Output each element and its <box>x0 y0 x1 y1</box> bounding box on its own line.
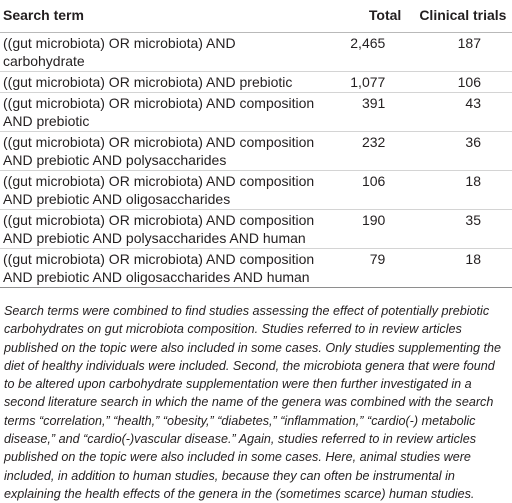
total-cell: 1,077 <box>327 72 409 93</box>
total-cell: 232 <box>327 132 409 171</box>
header-search-term: Search term <box>0 4 327 33</box>
search-term-cell: ((gut microbiota) OR microbiota) AND composition AND prebiotic <box>0 93 327 132</box>
total-cell: 190 <box>327 210 409 249</box>
search-term-cell: ((gut microbiota) OR microbiota) AND composition AND prebiotic AND oligosaccharides AND human <box>0 249 327 288</box>
table-row <box>0 33 512 72</box>
table-row <box>0 249 512 288</box>
search-term-cell: ((gut microbiota) OR microbiota) AND prebiotic <box>0 72 327 93</box>
table-row <box>0 93 512 132</box>
header-total: Total <box>327 4 409 33</box>
total-cell: 2,465 <box>327 33 409 72</box>
clinical-trials-cell: 43 <box>409 93 512 132</box>
search-term-cell: ((gut microbiota) OR microbiota) AND composition AND prebiotic AND polysaccharides AND human <box>0 210 327 249</box>
table-row <box>0 132 512 171</box>
clinical-trials-cell: 106 <box>409 72 512 93</box>
total-cell: 79 <box>327 249 409 288</box>
total-cell: 391 <box>327 93 409 132</box>
search-term-cell: ((gut microbiota) OR microbiota) AND carbohydrate <box>0 33 327 72</box>
search-results-table <box>0 4 512 288</box>
header-row <box>0 4 512 33</box>
table-row <box>0 210 512 249</box>
table-footnote: Search terms were combined to find studies assessing the effect of potentially prebiotic carbohydrates on gut microbiota composition. Studies referred to in review articles published on the topic were also included in some cases. Only studies supplementing the diet of healthy individuals were included. Second, the microbiota genera that were found to be altered upon carbohydrate supplementation were then further investigated in a second literature search in which the name of the genera was combined with the search terms “correlation,” “health,” “obesity,” “diabetes,” “inflammation,” “cardio(-) metabolic disease,” and “cardio(-)vascular disease.” Again, studies referred to in review articles published on the topic were also included in some cases. Here, animal studies were included, in addition to human studies, because they can often be instrumental in explaining the health effects of the genera in the (sometimes scarce) human studies. <box>4 304 502 501</box>
total-cell: 106 <box>327 171 409 210</box>
clinical-trials-cell: 36 <box>409 132 512 171</box>
clinical-trials-cell: 187 <box>409 33 512 72</box>
table-header <box>0 4 512 33</box>
clinical-trials-cell: 18 <box>409 249 512 288</box>
header-clinical-trials: Clinical trials <box>409 4 512 33</box>
search-term-cell: ((gut microbiota) OR microbiota) AND composition AND prebiotic AND polysaccharides <box>0 132 327 171</box>
table-row <box>0 171 512 210</box>
table-body <box>0 33 512 288</box>
clinical-trials-cell: 35 <box>409 210 512 249</box>
search-term-cell: ((gut microbiota) OR microbiota) AND composition AND prebiotic AND oligosaccharides <box>0 171 327 210</box>
clinical-trials-cell: 18 <box>409 171 512 210</box>
table-row <box>0 72 512 93</box>
